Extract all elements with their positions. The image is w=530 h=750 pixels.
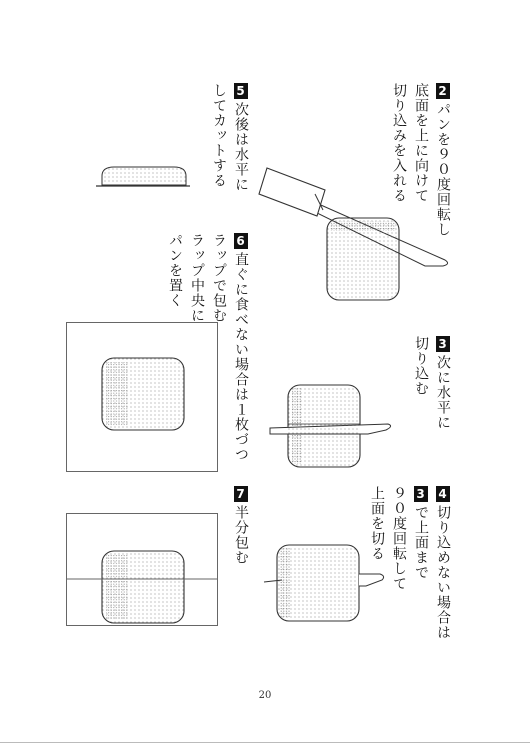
- step-4-line-4: 上面を切る: [369, 486, 385, 561]
- step-3-line-1: 3次に水平に: [435, 337, 451, 430]
- step-4-badge: 4: [438, 487, 448, 501]
- wrap-sheet-illustration: [66, 322, 218, 472]
- step-2-line-2: 底面を上に向けて: [413, 83, 429, 203]
- bread-knife-vertical-illustration: [255, 160, 460, 310]
- step-7-line-1: 7半分包む: [233, 487, 249, 565]
- step-6-line-4: パンを置く: [167, 233, 183, 308]
- step-6-line-2: ラップで包む: [211, 233, 227, 323]
- step-5-badge: 5: [236, 84, 246, 98]
- page-number: 20: [258, 690, 272, 701]
- bread-slice-illustration: [96, 160, 191, 195]
- step-6-line-1: 6直ぐに食べない場合は１枚づつ: [233, 234, 249, 462]
- step-3-badge: 3: [438, 337, 448, 351]
- step-3-line-2: 切り込む: [413, 336, 429, 396]
- step-4-line-3: ９０度回転して: [391, 486, 407, 591]
- step-4-ref-badge: 3: [416, 487, 426, 501]
- step-5-line-1: 5次後は水平に: [233, 84, 249, 192]
- step-2-badge: 2: [438, 84, 448, 98]
- step-6-badge: 6: [236, 234, 246, 248]
- bread-top-cut-illustration: [262, 540, 392, 630]
- step-6-line-3: ラップ中央に: [189, 233, 205, 323]
- step-4-line-2: 3で上面まで: [413, 487, 429, 580]
- step-2-line-3: 切り込みを入れる: [391, 83, 407, 203]
- step-4-line-1: 4切り込めない場合は: [435, 487, 451, 640]
- step-7-badge: 7: [236, 487, 246, 501]
- bread-horizontal-cut-illustration: [268, 380, 398, 475]
- bottom-rule: [0, 742, 530, 743]
- half-wrap-illustration: [66, 513, 218, 626]
- step-2-line-1: 2パンを９０度回転し: [435, 84, 451, 237]
- step-5-line-2: してカットする: [211, 83, 227, 188]
